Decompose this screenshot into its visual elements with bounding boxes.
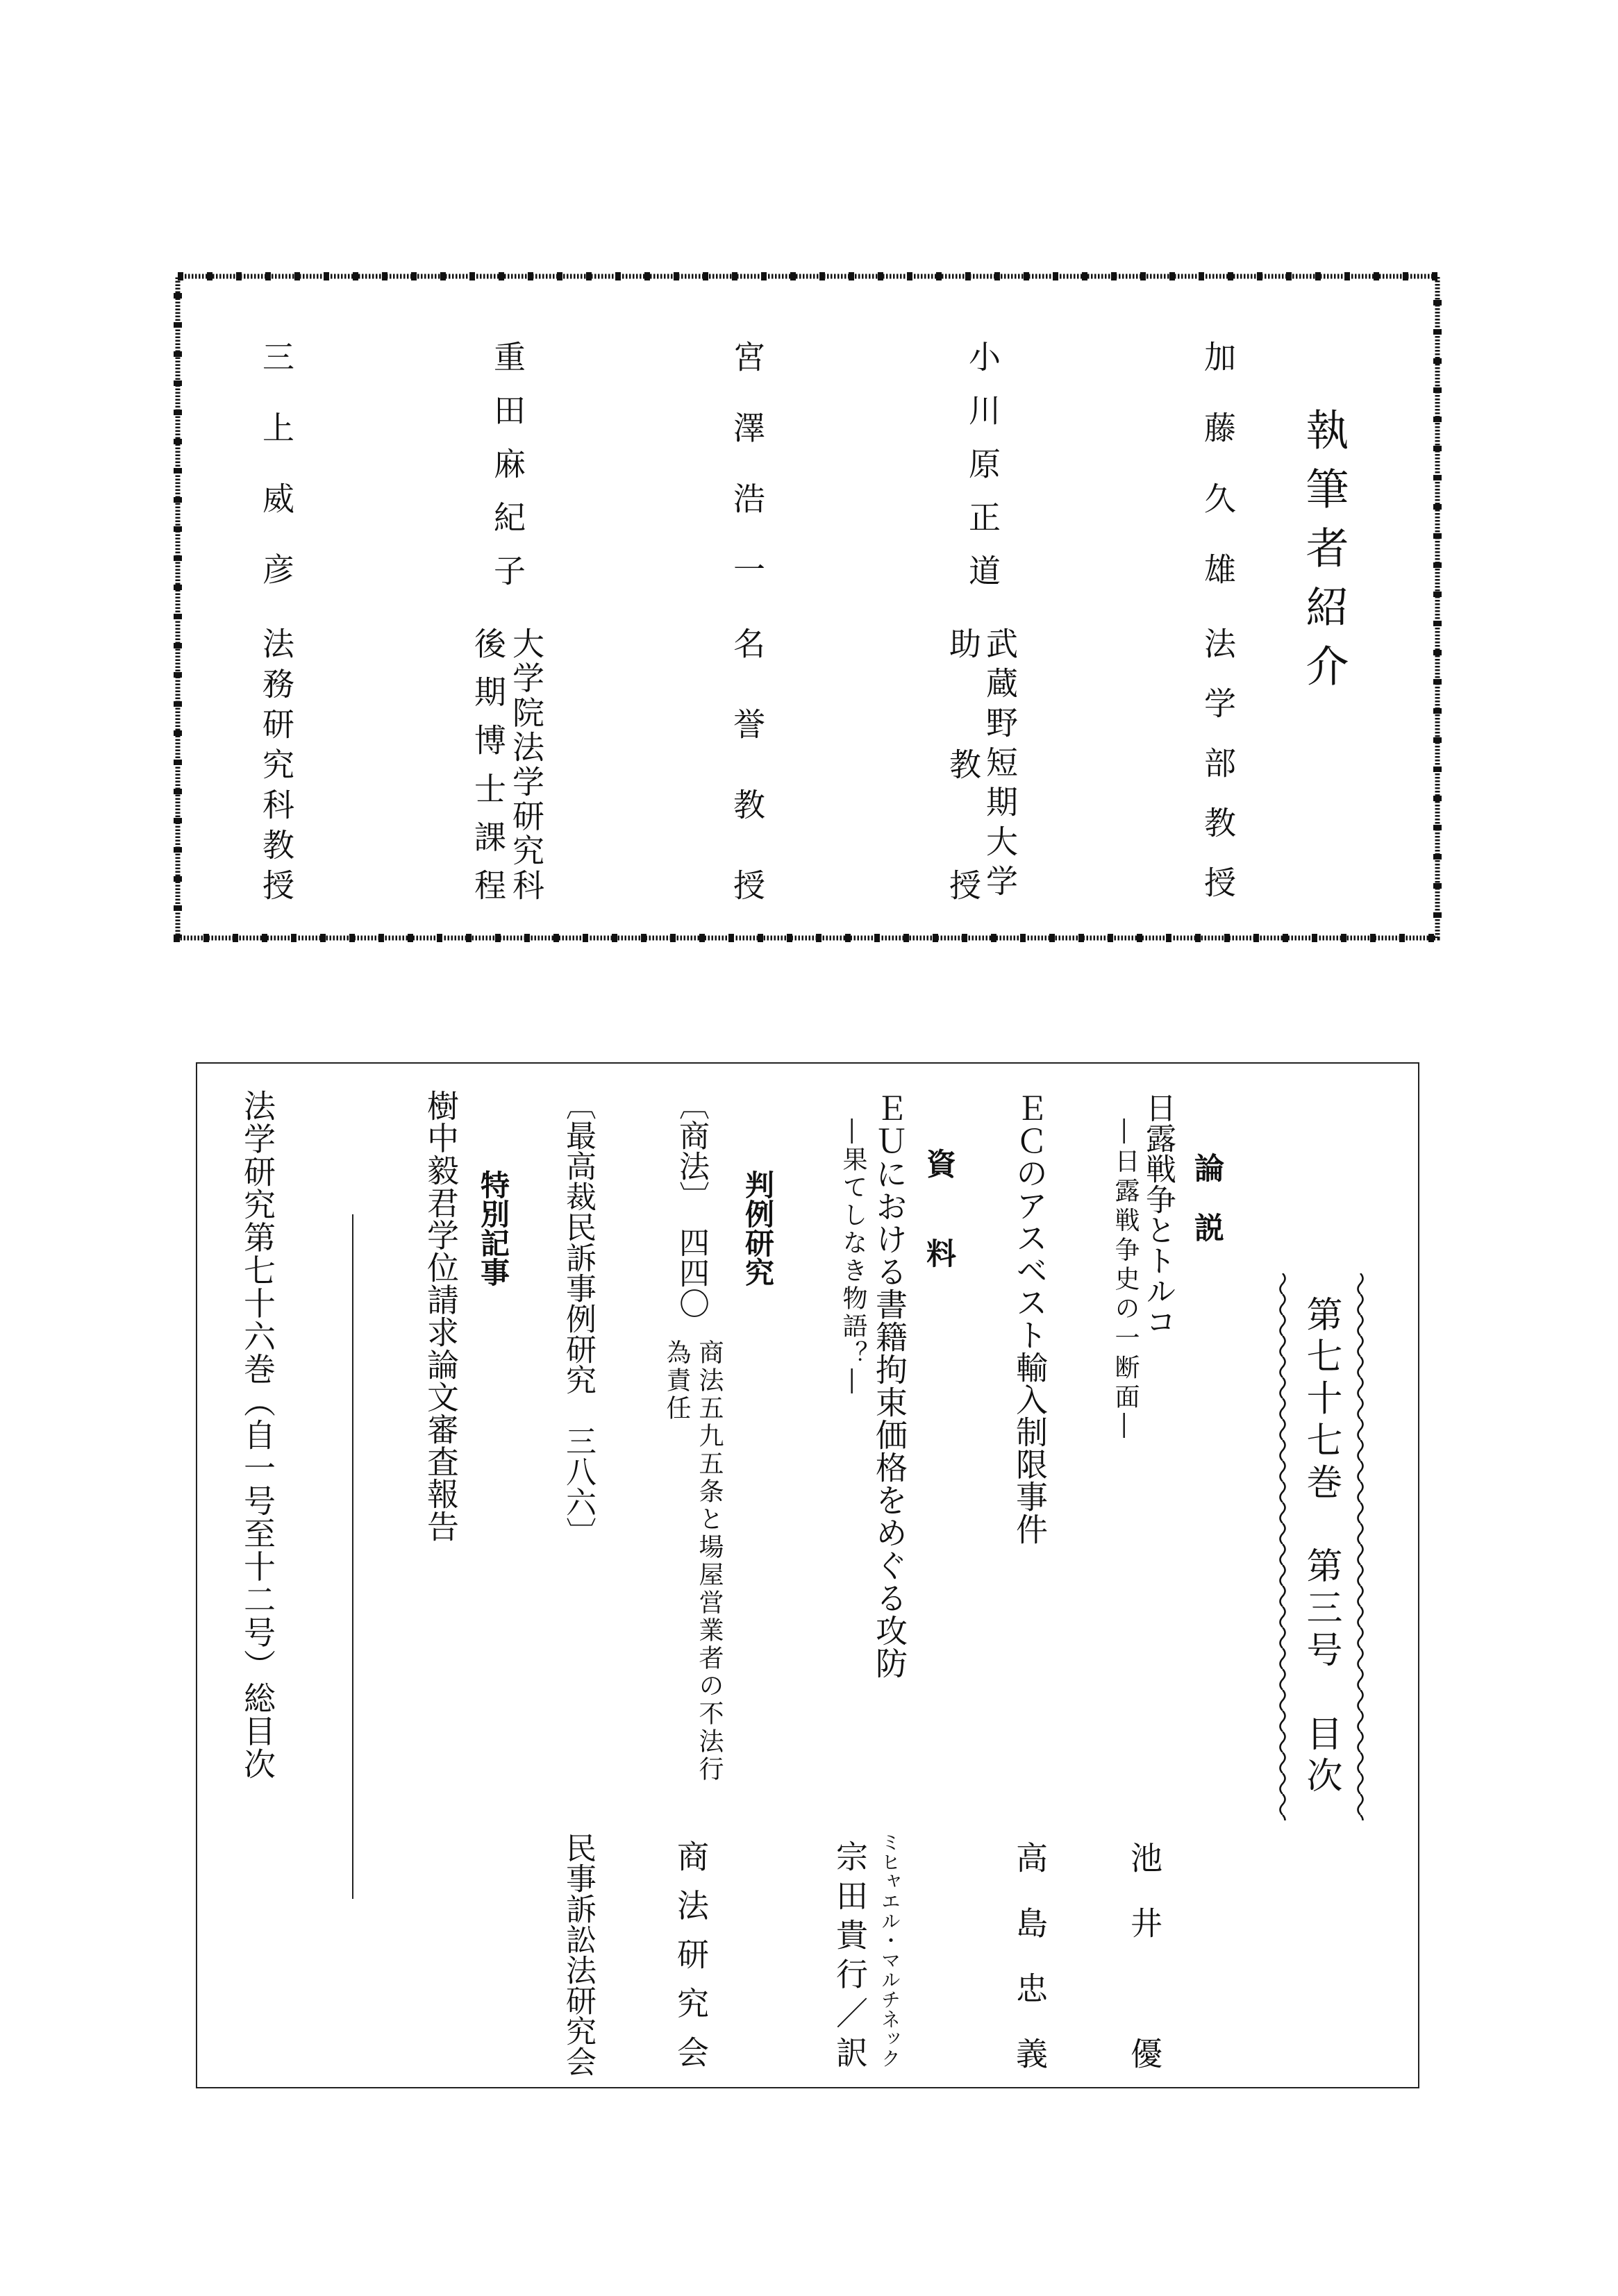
article-author: 高島忠義 [1011,1841,1049,2102]
contributor-name: 三上威彦 [258,340,295,623]
contributor-affiliation-line2: 助教授 [944,627,982,989]
contributors-box-border [174,272,1442,942]
contributor-affiliation-line1: 大学院法学研究科 [508,627,545,903]
section-label-ronsetsu: 論 説 [1190,1153,1224,1242]
divider-line [352,1214,353,1899]
article-subtitle: ―日露戦争史の一断面― [1111,1118,1140,1443]
contributor-name: 小川原正道 [964,340,1001,607]
article-subtitle: ―果てしなき物語？― [839,1118,867,1396]
article-author: 民事訴訟法研究会 [560,1832,596,2077]
article-title: 樹中毅君学位請求論文審査報告 [422,1089,460,1543]
article-title: ＥＣのアスベスト輸入制限事件 [1011,1092,1049,1545]
contributor-affiliation: 法学部教授 [1199,627,1237,925]
case-note-line1: 商法五九五条と場屋営業者の不法行 [695,1339,724,1784]
wave-line-right [1355,1273,1366,1820]
wave-line-left [1277,1273,1288,1820]
section-label-hanrei-kenkyu: 判例研究 [741,1170,775,1287]
article-author: 商法研究会 [672,1840,710,2085]
contributor-affiliation-line2: 後期博士課程 [469,627,507,917]
section-label-shiryo: 資 料 [921,1148,956,1283]
section-label-tokubetsu-kiji: 特別記事 [476,1170,510,1287]
article-original-author: ミヒャエル・マルチネック [878,1832,901,2068]
article-title: ＥＵにおける書籍拘束価格をめぐる攻防 [871,1092,908,1679]
contributor-affiliation-line1: 武蔵野短期大学 [981,627,1019,904]
article-title: 日露戦争とトルコ [1140,1092,1176,1336]
toc-heading: 第七十七巻 第三号 目次 [1300,1296,1342,1799]
contributor-affiliation: 名誉教授 [728,627,766,949]
article-title: 〔最高裁民訴事例研究 三八六〕 [560,1089,596,1548]
contributor-name: 宮澤浩一 [728,340,766,623]
contributor-name: 重田麻紀子 [489,340,526,607]
annual-index-entry: 法学研究第七十六巻（自一号至十二号）総目次 [239,1089,276,1781]
contributor-affiliation: 法務研究科教授 [258,627,295,909]
border-hatch [178,276,1437,938]
case-reference: 〔商法〕 四四〇 [674,1089,709,1318]
case-note-line2: 為責任 [662,1339,691,1423]
border-diamonds [178,276,1437,938]
article-author: 池井 優 [1126,1841,1163,2102]
contributor-name: 加藤久雄 [1199,340,1237,623]
article-translator: 宗田貴行／訳 [831,1840,869,2075]
contributors-heading: 執筆者紹介 [1299,408,1349,703]
table-of-contents-box [196,1062,1419,2088]
